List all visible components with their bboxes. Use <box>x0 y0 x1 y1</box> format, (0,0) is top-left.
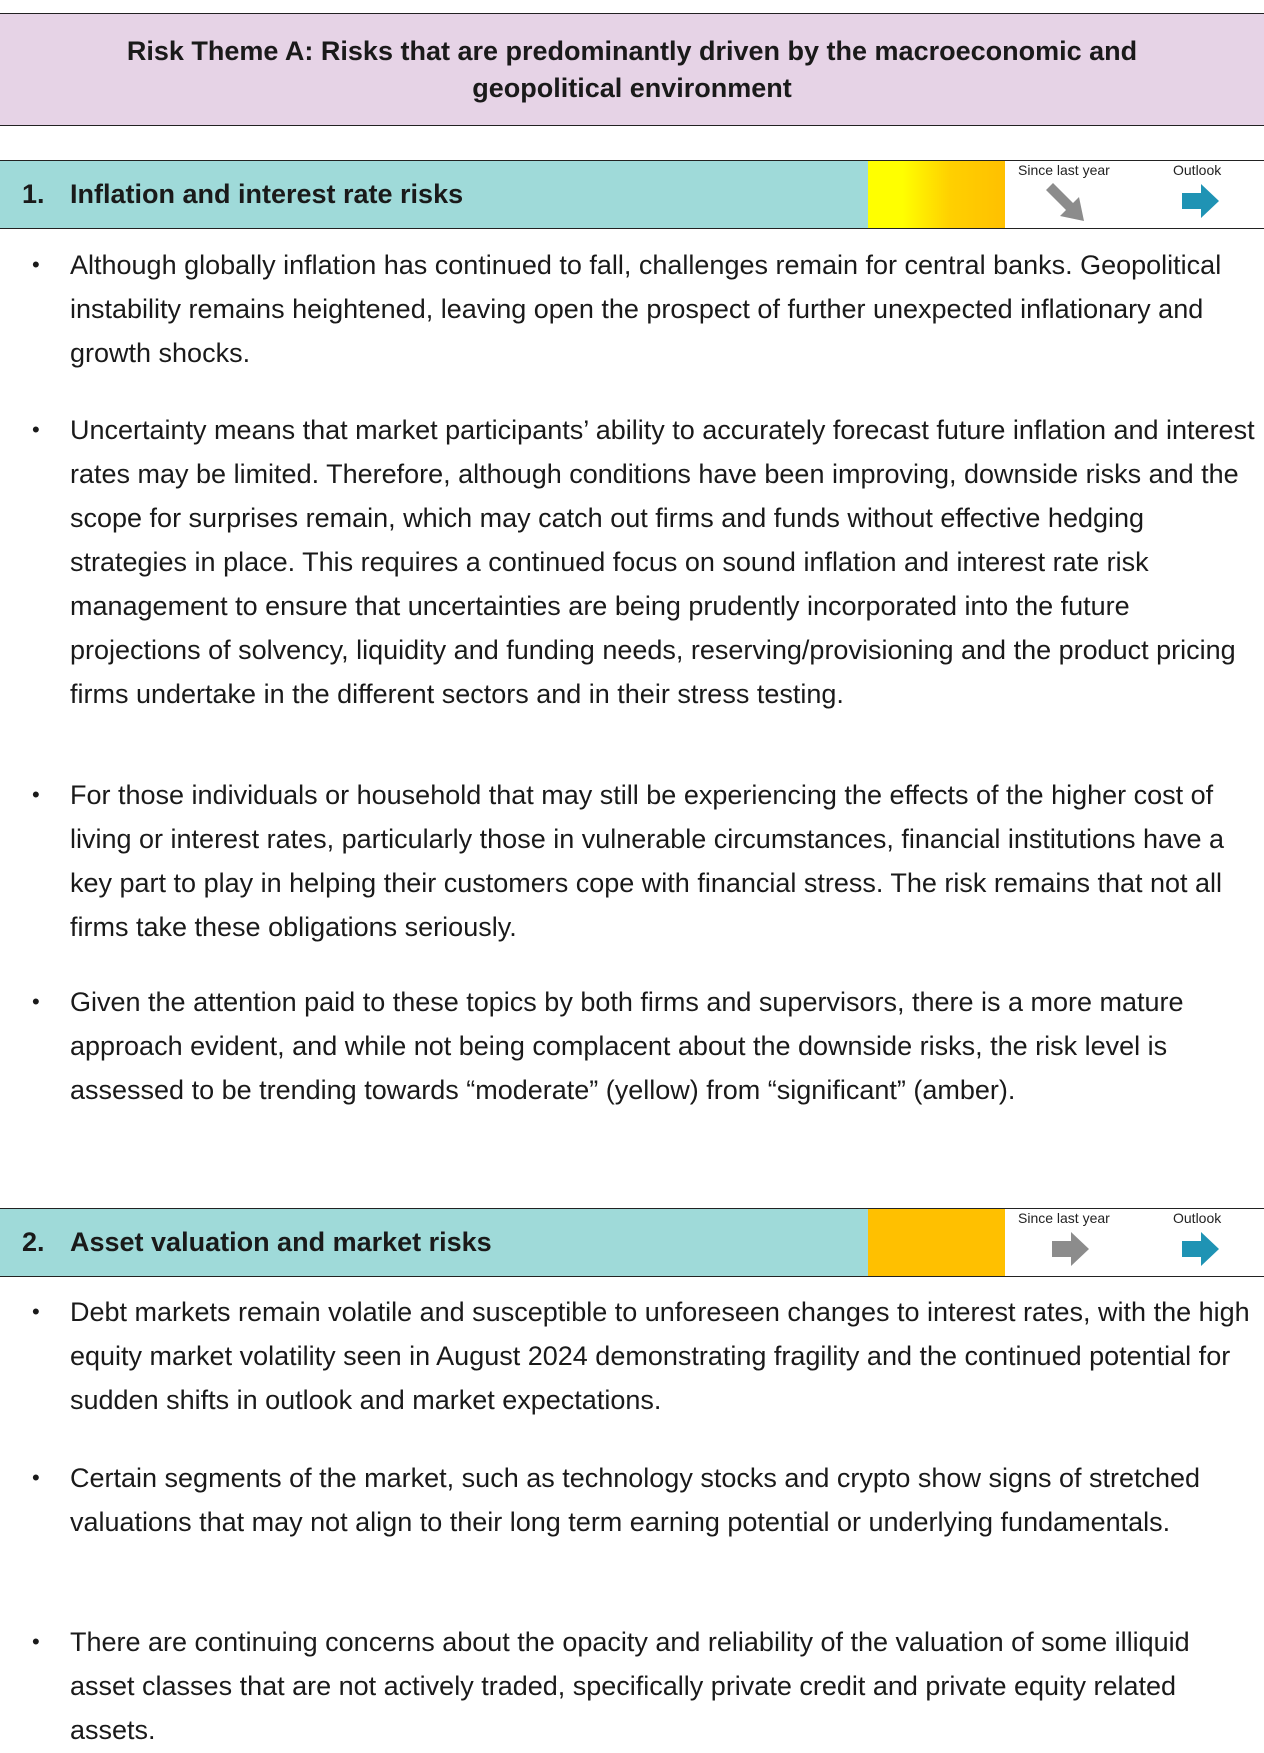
section-title: Inflation and interest rate risks <box>70 179 464 209</box>
bullet-dot: • <box>32 1299 40 1324</box>
section-header-inflation <box>0 160 1264 229</box>
section-title-area <box>0 1209 868 1276</box>
outlook-label: Outlook <box>1173 162 1222 178</box>
arrow-right-icon <box>1181 183 1221 219</box>
bullet-text: Certain segments of the market, such as technology stocks and crypto show signs of stretched valuations that may not align to their long term earning potential or underlying fundamentals. <box>70 1463 1201 1537</box>
section-title-area <box>0 161 868 228</box>
bullet-dot: • <box>32 252 40 277</box>
arrow-right-icon <box>1051 1231 1091 1267</box>
arrow-down-right-icon <box>1044 181 1090 225</box>
bullet-text: Debt markets remain volatile and susceptible to unforeseen changes to interest rates, with the high equity market volatility seen in August 2024 demonstrating fragility and the continued potential for sudden shifts in outlook and market expectations. <box>70 1297 1250 1415</box>
section-title: Asset valuation and market risks <box>70 1227 492 1257</box>
since-last-year-label: Since last year <box>1018 1210 1110 1226</box>
bullet-text: Although globally inflation has continued to fall, challenges remain for central banks. Geopolitical instability remains heightened, leaving open the prospect of further unexpected inflationary and growth shocks. <box>70 250 1222 368</box>
bullet-dot: • <box>32 1465 40 1490</box>
bullet-text: There are continuing concerns about the opacity and reliability of the valuation of some illiquid asset classes that are not actively traded, specifically private credit and private equity related assets. <box>70 1627 1190 1745</box>
risk-level-swatch <box>868 1209 1005 1276</box>
bullet-text: Given the attention paid to these topics by both firms and supervisors, there is a more mature approach evident, and while not being complacent about the downside risks, the risk level is assessed to be trending towards “moderate” (yellow) from “significant” (amber). <box>70 987 1184 1105</box>
risk-theme-title <box>0 13 1264 126</box>
risk-level-swatch <box>868 161 1005 228</box>
bullet-text: Uncertainty means that market participants’ ability to accurately forecast future inflation and interest rates may be limited. Therefore, although conditions have been improving, downside risks and the scope for surprises remain, which may catch out firms and funds without effective hedging strategies in place. This requires a continued focus on sound inflation and interest rate risk management to ensure that uncertainties are being prudently incorporated into the future projections of solvency, liquidity and funding needs, reserving/provisioning and the product pricing firms undertake in the different sectors and in their stress testing. <box>70 415 1255 709</box>
since-last-year-label: Since last year <box>1018 162 1110 178</box>
section-number: 2. <box>22 1227 45 1257</box>
bullet-dot: • <box>32 782 40 807</box>
bullet-text: For those individuals or household that may still be experiencing the effects of the higher cost of living or interest rates, particularly those in vulnerable circumstances, financial institutions have a key part to play in helping their customers cope with financial stress. The risk remains that not all firms take these obligations seriously. <box>70 780 1225 942</box>
bullet-dot: • <box>32 1629 40 1654</box>
risk-theme-title-text: Risk Theme A: Risks that are predominantly driven by the macroeconomic and geopolitical environment <box>126 35 1138 103</box>
section-number: 1. <box>22 179 45 209</box>
bullet-dot: • <box>32 989 40 1014</box>
arrow-right-icon <box>1181 1231 1221 1267</box>
bullet-dot: • <box>32 417 40 442</box>
outlook-label: Outlook <box>1173 1210 1222 1226</box>
section-header-asset-valuation <box>0 1208 1264 1277</box>
